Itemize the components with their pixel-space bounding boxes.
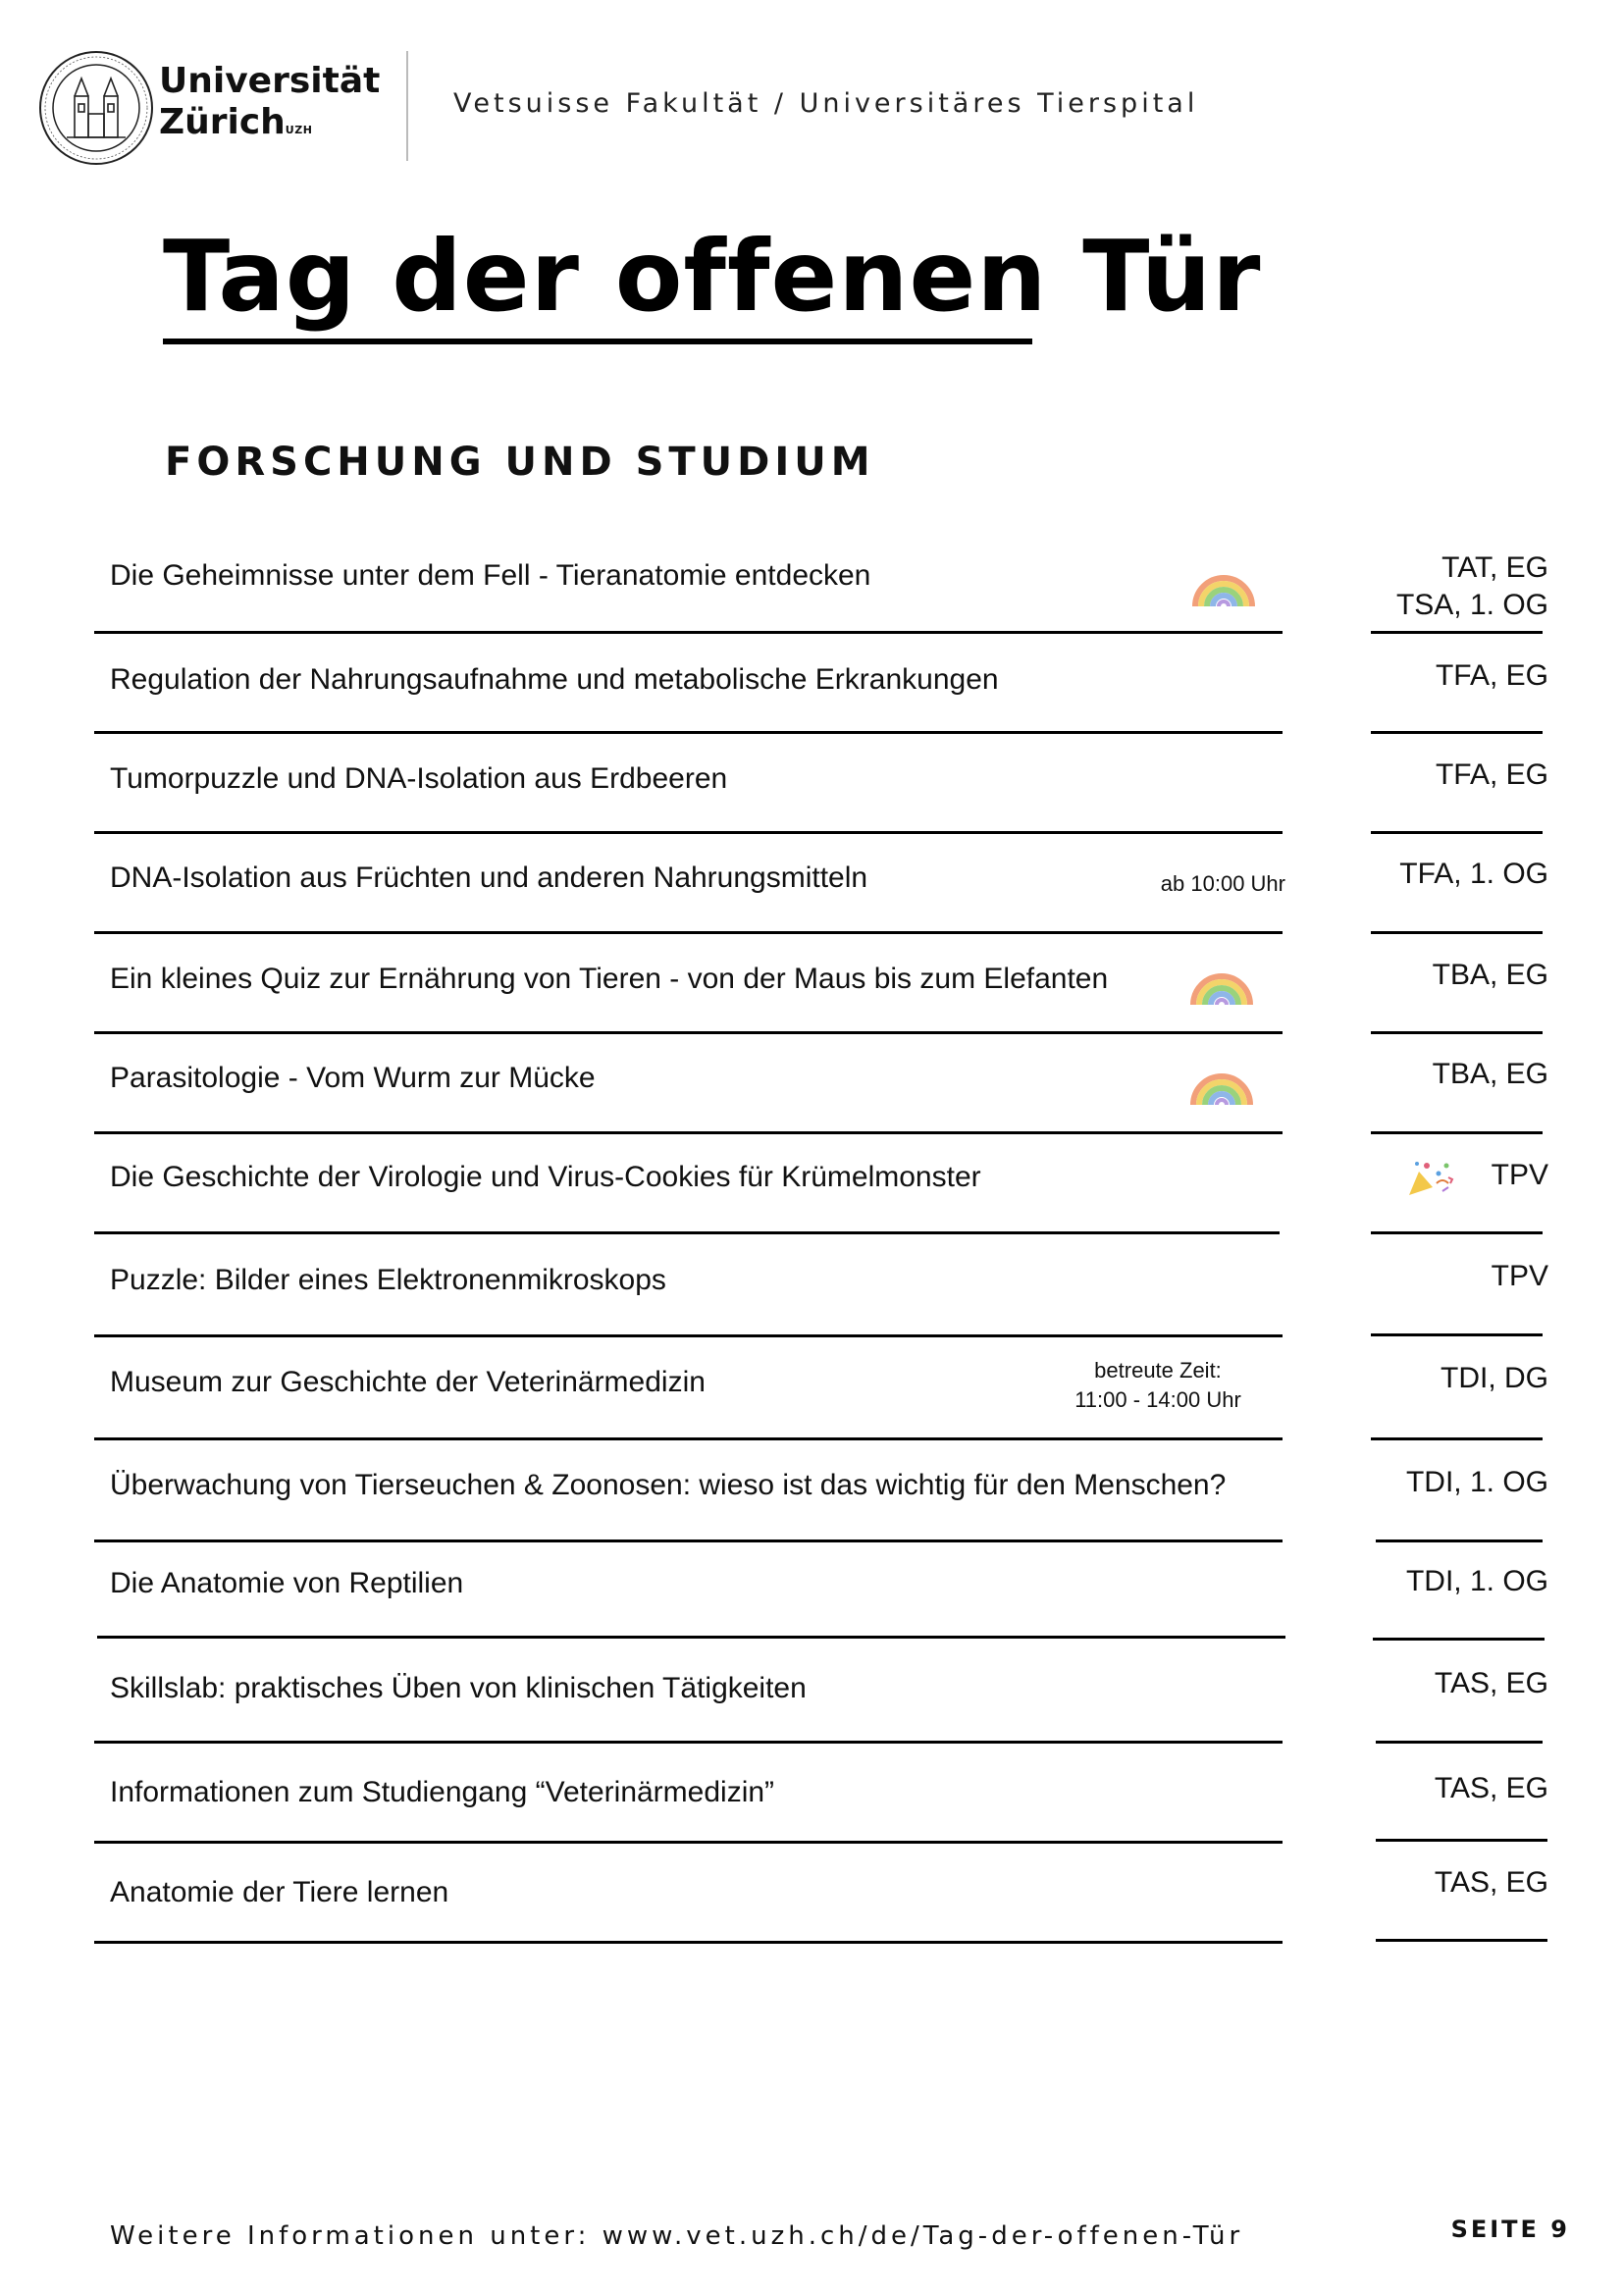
- event-label: Regulation der Nahrungsaufnahme und metabolische Erkrankungen: [110, 663, 999, 696]
- location-divider: [1371, 1131, 1543, 1134]
- location-divider: [1371, 1333, 1543, 1336]
- location-line1: TAS, EG: [1434, 1866, 1548, 1899]
- footer-info: Weitere Informationen unter: www.vet.uzh.ch/de/Tag-der-offenen-Tür: [110, 2221, 1244, 2251]
- row-divider: [94, 1334, 1283, 1337]
- event-location: [1435, 1665, 1548, 1702]
- event-location: [1492, 1258, 1548, 1295]
- university-sup: UZH: [285, 124, 313, 136]
- location-divider: [1371, 1231, 1543, 1234]
- event-location: [1399, 856, 1548, 893]
- row-divider: [94, 831, 1283, 834]
- event-label: Informationen zum Studiengang “Veterinärmedizin”: [110, 1776, 775, 1808]
- row-divider: [94, 1437, 1283, 1440]
- event-label: Museum zur Geschichte der Veterinärmedizin: [110, 1366, 706, 1398]
- location-line1: TAS, EG: [1434, 1667, 1548, 1699]
- location-line1: TBA, EG: [1432, 1058, 1548, 1090]
- note-line2: 11:00 - 14:00 Uhr: [1074, 1387, 1241, 1412]
- location-divider: [1376, 1741, 1543, 1744]
- event-label: Puzzle: Bilder eines Elektronenmikroskops: [110, 1264, 666, 1296]
- event-location: [1406, 1563, 1548, 1600]
- rainbow-icon: [1187, 1056, 1256, 1109]
- section-heading: FORSCHUNG UND STUDIUM: [165, 440, 875, 485]
- row-divider: [94, 631, 1283, 634]
- row-divider: [94, 931, 1283, 934]
- university-name: [159, 61, 380, 143]
- uzh-seal-logo: [37, 49, 155, 167]
- event-location: [1396, 549, 1548, 624]
- event-label: Überwachung von Tierseuchen & Zoonosen: wieso ist das wichtig für den Menschen?: [110, 1469, 1227, 1501]
- location-line1: TFA, 1. OG: [1399, 858, 1548, 890]
- title-underline: [163, 339, 1032, 344]
- header-divider: [406, 51, 408, 161]
- location-line1: TPV: [1491, 1260, 1548, 1292]
- page-title: Tag der offenen Tür: [163, 219, 1262, 334]
- row-divider: [94, 1539, 1283, 1542]
- row-divider: [94, 1841, 1283, 1844]
- row-divider: [94, 1031, 1283, 1034]
- event-location: [1433, 957, 1548, 994]
- event-location: [1441, 1360, 1548, 1397]
- row-divider: [94, 1941, 1283, 1944]
- row-divider: [94, 1231, 1280, 1234]
- location-line1: TBA, EG: [1432, 959, 1548, 991]
- event-label: Die Geschichte der Virologie und Virus-Cookies für Krümelmonster: [110, 1161, 981, 1193]
- location-divider: [1376, 1539, 1543, 1542]
- location-line1: TPV: [1491, 1159, 1548, 1191]
- page-number: SEITE 9: [1450, 2216, 1570, 2243]
- event-location: [1436, 657, 1548, 695]
- row-divider: [94, 1741, 1283, 1744]
- rainbow-icon: [1189, 557, 1258, 610]
- event-location: [1435, 1770, 1548, 1807]
- location-line1: TFA, EG: [1435, 659, 1548, 692]
- location-divider: [1371, 831, 1543, 834]
- location-line1: TDI, 1. OG: [1405, 1466, 1548, 1498]
- location-line1: TAT, EG: [1441, 551, 1548, 584]
- note-line1: ab 10:00 Uhr: [1160, 871, 1285, 896]
- rainbow-icon: [1187, 956, 1256, 1009]
- event-label: Skillslab: praktisches Üben von klinischen Tätigkeiten: [110, 1672, 807, 1704]
- location-divider: [1371, 631, 1543, 634]
- event-location: [1406, 1464, 1548, 1501]
- location-divider: [1371, 1437, 1543, 1440]
- event-label: DNA-Isolation aus Früchten und anderen Nahrungsmitteln: [110, 861, 868, 894]
- event-location: [1436, 757, 1548, 794]
- university-name-line2: Zürich: [159, 102, 286, 142]
- location-line1: TDI, 1. OG: [1405, 1565, 1548, 1597]
- location-line2: TSA, 1. OG: [1395, 589, 1548, 621]
- faculty-name: Vetsuisse Fakultät / Universitäres Tierspital: [453, 88, 1199, 119]
- event-label: Die Geheimnisse unter dem Fell - Tieranatomie entdecken: [110, 559, 871, 592]
- location-line1: TFA, EG: [1435, 758, 1548, 791]
- location-line1: TDI, DG: [1441, 1362, 1548, 1394]
- location-divider: [1371, 931, 1543, 934]
- row-divider: [94, 731, 1283, 734]
- location-divider: [1376, 1939, 1547, 1942]
- event-time-note: [1070, 869, 1285, 899]
- location-divider: [1373, 1638, 1545, 1641]
- event-location: [1492, 1157, 1548, 1194]
- location-divider: [1371, 731, 1543, 734]
- event-label: Die Anatomie von Reptilien: [110, 1567, 464, 1599]
- location-divider: [1371, 1031, 1543, 1034]
- event-location: [1433, 1056, 1548, 1093]
- row-divider: [94, 1131, 1283, 1134]
- event-label: Anatomie der Tiere lernen: [110, 1876, 449, 1908]
- event-label: Tumorpuzzle und DNA-Isolation aus Erdbeeren: [110, 762, 728, 795]
- event-label: Ein kleines Quiz zur Ernährung von Tieren - von der Maus bis zum Elefanten: [110, 963, 1109, 995]
- location-divider: [1376, 1839, 1547, 1842]
- confetti-icon: [1403, 1158, 1458, 1201]
- event-location: [1435, 1864, 1548, 1902]
- note-line1: betreute Zeit:: [1094, 1358, 1222, 1383]
- event-time-note: [1040, 1356, 1276, 1415]
- row-divider: [97, 1636, 1285, 1639]
- location-line1: TAS, EG: [1434, 1772, 1548, 1804]
- university-name-line1: Universität: [159, 61, 381, 101]
- event-label: Parasitologie - Vom Wurm zur Mücke: [110, 1062, 596, 1094]
